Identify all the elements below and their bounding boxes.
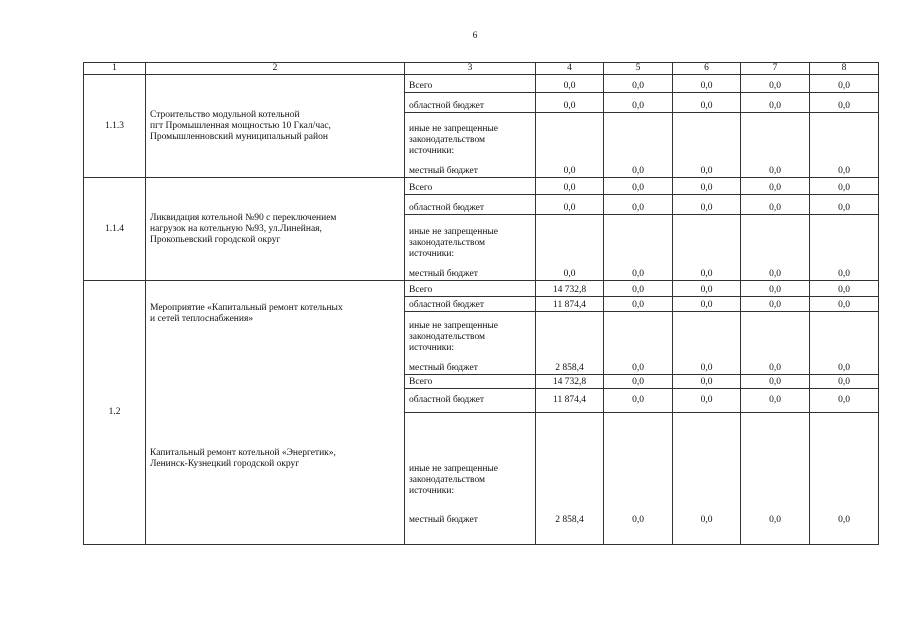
source-local: местный бюджет	[405, 497, 536, 545]
value-cell: 0,0	[741, 281, 810, 297]
value-cell: 0,0	[673, 260, 741, 281]
value-cell: 0,0	[741, 375, 810, 389]
source-total: Всего	[405, 178, 536, 195]
value-cell: 0,0	[810, 354, 879, 375]
source-other: иные не запрещенные законодательством источники:	[405, 312, 536, 354]
value-cell: 0,0	[536, 195, 604, 215]
item-name-line: Промышленновский муниципальный район	[150, 131, 328, 142]
value-cell: 0,0	[673, 297, 741, 312]
source-regional: областной бюджет	[405, 389, 536, 413]
value-cell: 0,0	[810, 389, 879, 413]
column-number: 2	[146, 63, 405, 75]
item-name-line: Строительство модульной котельной	[150, 109, 300, 120]
table-row	[84, 281, 879, 297]
source-other: иные не запрещенные законодательством источники:	[405, 413, 536, 497]
value-cell: 0,0	[604, 157, 673, 178]
value-cell: 0,0	[810, 157, 879, 178]
source-total: Всего	[405, 375, 536, 389]
value-cell: 0,0	[673, 497, 741, 545]
value-cell: 2 858,4	[536, 497, 604, 545]
source-total: Всего	[405, 281, 536, 297]
value-cell: 0,0	[741, 75, 810, 93]
value-cell: 0,0	[741, 178, 810, 195]
column-number: 5	[604, 63, 673, 75]
source-regional: областной бюджет	[405, 93, 536, 113]
value-cell: 0,0	[536, 260, 604, 281]
value-cell: 0,0	[536, 178, 604, 195]
value-cell: 0,0	[604, 375, 673, 389]
item-name-line: Прокопьевский городской округ	[150, 234, 281, 245]
value-cell: 0,0	[741, 93, 810, 113]
item-name	[146, 375, 405, 545]
value-cell: 0,0	[604, 389, 673, 413]
column-number: 7	[741, 63, 810, 75]
value-cell: 0,0	[604, 260, 673, 281]
value-cell: 0,0	[673, 93, 741, 113]
item-name	[146, 281, 405, 375]
item-name-line: Капитальный ремонт котельной «Энергетик»,	[150, 448, 336, 459]
value-cell: 0,0	[536, 157, 604, 178]
value-cell: 0,0	[810, 93, 879, 113]
item-name-line: пгт Промышленная мощностью 10 Гкал/час,	[150, 120, 331, 131]
value-cell: 0,0	[604, 281, 673, 297]
item-name-line: и сетей теплоснабжения»	[150, 314, 254, 324]
source-local: местный бюджет	[405, 354, 536, 375]
value-cell: 0,0	[673, 157, 741, 178]
item-code: 1.2	[84, 281, 146, 545]
value-cell: 2 858,4	[536, 354, 604, 375]
value-cell: 0,0	[673, 375, 741, 389]
source-other: иные не запрещенные законодательством источники:	[405, 113, 536, 157]
value-cell: 14 732,8	[536, 281, 604, 297]
value-cell: 0,0	[810, 375, 879, 389]
value-cell: 11 874,4	[536, 389, 604, 413]
item-code: 1.1.3	[84, 75, 146, 178]
value-cell: 0,0	[536, 75, 604, 93]
value-cell: 0,0	[741, 497, 810, 545]
column-number-row	[84, 63, 879, 75]
value-cell: 0,0	[810, 75, 879, 93]
item-code: 1.1.4	[84, 178, 146, 281]
table-row	[84, 178, 879, 195]
column-number: 4	[536, 63, 604, 75]
budget-table	[83, 62, 879, 545]
page-number: 6	[472, 31, 478, 41]
value-cell: 0,0	[604, 75, 673, 93]
value-cell: 0,0	[810, 297, 879, 312]
value-cell: 0,0	[810, 281, 879, 297]
source-regional: областной бюджет	[405, 297, 536, 312]
item-name	[146, 178, 405, 281]
value-cell: 0,0	[673, 75, 741, 93]
value-cell: 0,0	[536, 93, 604, 113]
value-cell: 0,0	[741, 297, 810, 312]
value-cell: 0,0	[741, 195, 810, 215]
value-cell: 0,0	[604, 178, 673, 195]
value-cell: 0,0	[673, 389, 741, 413]
table-row	[84, 375, 879, 389]
item-name-line: Мероприятие «Капитальный ремонт котельных	[150, 303, 343, 313]
table-row	[84, 75, 879, 93]
value-cell: 0,0	[604, 297, 673, 312]
value-cell: 0,0	[810, 195, 879, 215]
column-number: 6	[673, 63, 741, 75]
column-number: 3	[405, 63, 536, 75]
source-regional: областной бюджет	[405, 195, 536, 215]
value-cell: 0,0	[673, 195, 741, 215]
item-name-line: Ленинск-Кузнецкий городской округ	[150, 459, 300, 470]
value-cell: 0,0	[604, 195, 673, 215]
value-cell: 0,0	[810, 260, 879, 281]
value-cell: 0,0	[604, 497, 673, 545]
value-cell: 0,0	[741, 389, 810, 413]
value-cell: 11 874,4	[536, 297, 604, 312]
column-number: 1	[84, 63, 146, 75]
source-other: иные не запрещенные законодательством источники:	[405, 215, 536, 260]
source-total: Всего	[405, 75, 536, 93]
value-cell: 0,0	[604, 93, 673, 113]
value-cell: 0,0	[604, 354, 673, 375]
value-cell: 0,0	[741, 260, 810, 281]
item-name	[146, 75, 405, 178]
value-cell: 0,0	[673, 354, 741, 375]
value-cell: 0,0	[673, 178, 741, 195]
source-local: местный бюджет	[405, 157, 536, 178]
value-cell: 0,0	[741, 354, 810, 375]
source-local: местный бюджет	[405, 260, 536, 281]
value-cell: 0,0	[673, 281, 741, 297]
value-cell: 0,0	[810, 497, 879, 545]
item-name-line: нагрузок на котельную №93, ул.Линейная,	[150, 223, 322, 234]
value-cell: 0,0	[810, 178, 879, 195]
value-cell: 0,0	[741, 157, 810, 178]
value-cell: 14 732,8	[536, 375, 604, 389]
column-number: 8	[810, 63, 879, 75]
item-name-line: Ликвидация котельной №90 с переключением	[150, 212, 337, 223]
